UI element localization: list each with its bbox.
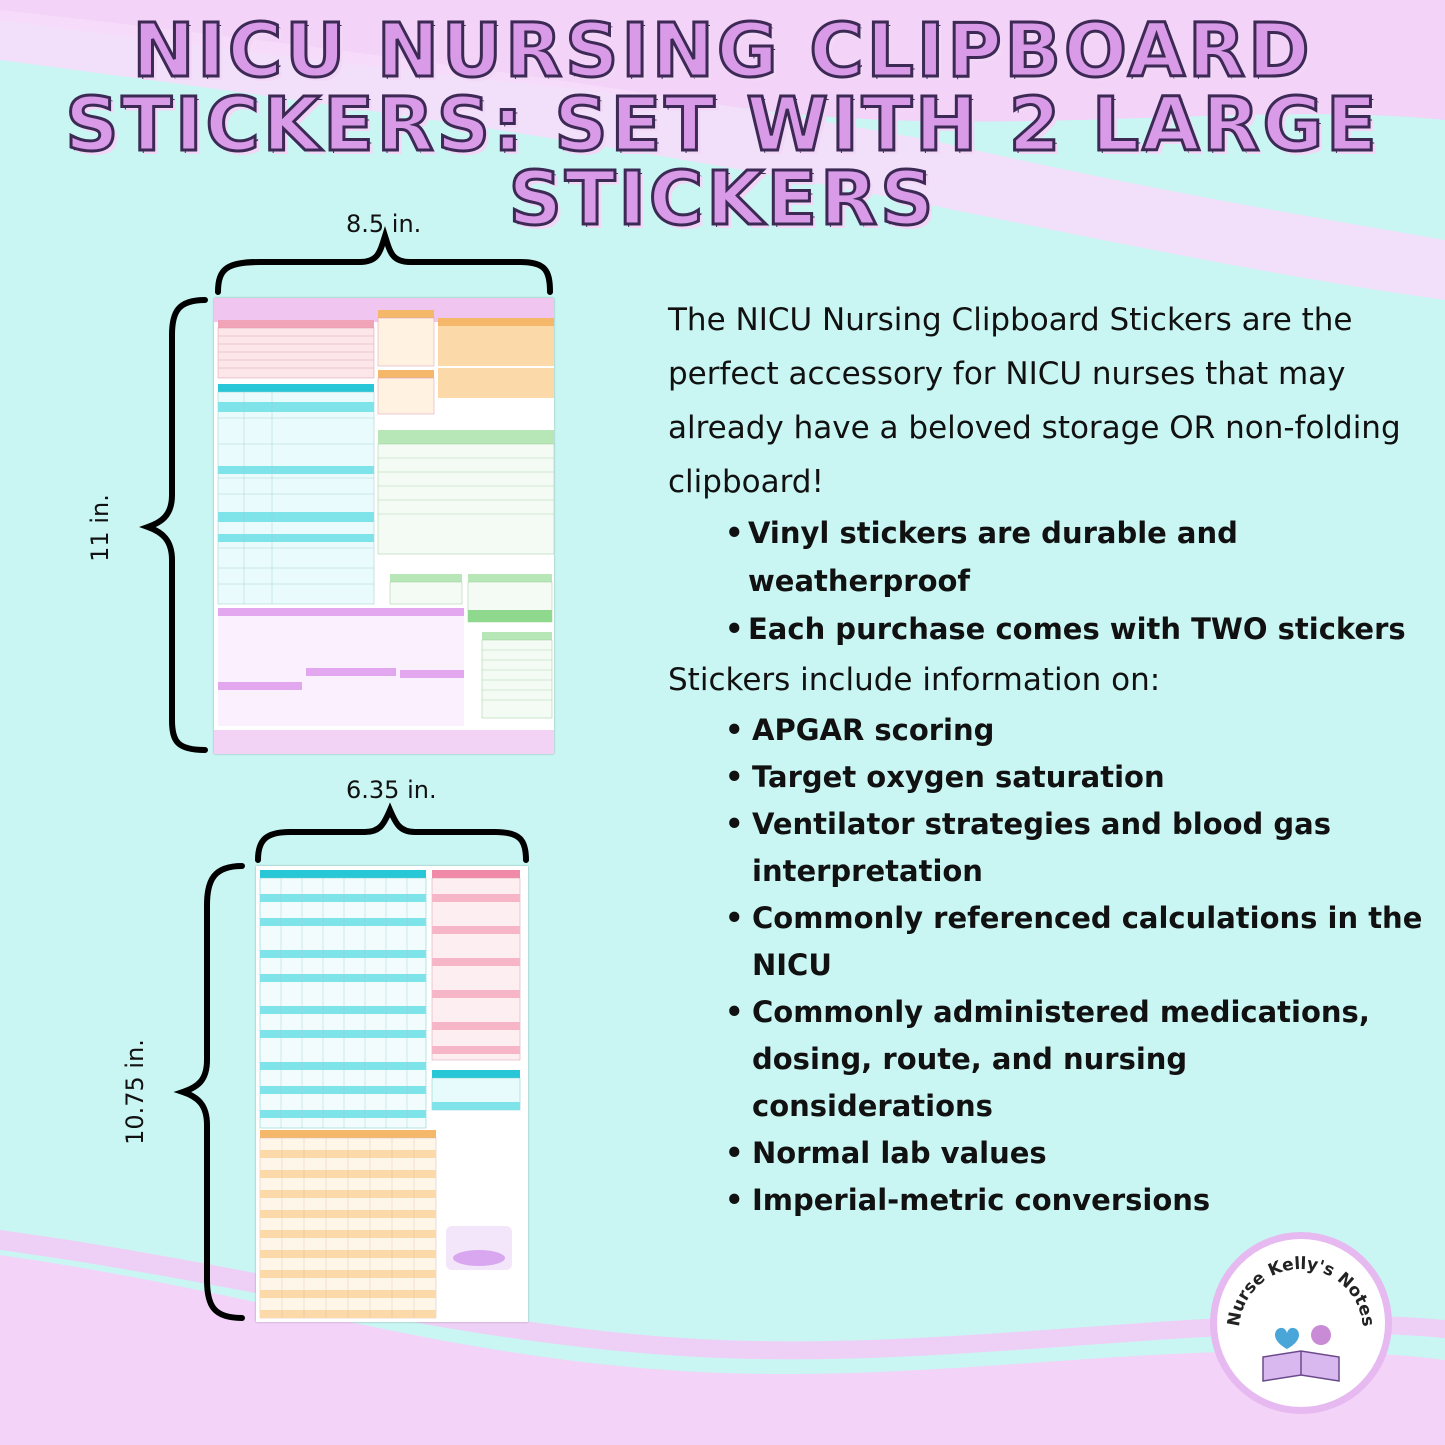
bracket-icon bbox=[148, 300, 205, 750]
feature-list bbox=[668, 509, 1428, 653]
list-item: • Commonly referenced calculations in the NICU bbox=[668, 895, 1428, 989]
sticker1-height-label: 11 in. bbox=[86, 494, 114, 562]
includes-heading: Stickers include information on: bbox=[668, 662, 1161, 698]
brand-logo bbox=[1210, 1232, 1392, 1414]
brain-icon bbox=[1311, 1325, 1331, 1345]
intro-text: The NICU Nursing Clipboard Stickers are the perfect accessory for NICU nurses that may already have a beloved storage OR non-folding clipboard! bbox=[668, 302, 1401, 500]
bracket-icon bbox=[258, 810, 526, 860]
title-line-2: STICKERS: SET WITH 2 LARGE bbox=[65, 82, 1380, 168]
includes-list bbox=[668, 707, 1428, 1224]
list-item: • Normal lab values bbox=[668, 1130, 1428, 1177]
sticker2-preview-graphic bbox=[256, 866, 528, 1322]
list-item: • APGAR scoring bbox=[668, 707, 1428, 754]
svg-text:Nurse Kelly's Notes bbox=[1224, 1254, 1378, 1328]
sticker1-preview-graphic bbox=[214, 298, 554, 754]
description-panel bbox=[668, 293, 1428, 1224]
list-item: • Ventilator strategies and blood gas interpretation bbox=[668, 801, 1428, 895]
sticker2-preview bbox=[256, 866, 528, 1322]
bracket-icon bbox=[183, 866, 242, 1318]
title-line-1: NICU NURSING CLIPBOARD bbox=[132, 8, 1313, 94]
book-icon bbox=[1263, 1351, 1339, 1381]
sticker2-height-label: 10.75 in. bbox=[121, 1039, 149, 1145]
bracket-icon bbox=[218, 236, 550, 292]
sticker2-width-label: 6.35 in. bbox=[346, 776, 437, 804]
list-item: • Target oxygen saturation bbox=[668, 754, 1428, 801]
title-line-3: STICKERS bbox=[508, 156, 937, 242]
list-item: • Commonly administered medications, dosing, route, and nursing considerations bbox=[668, 989, 1428, 1130]
logo-text: Nurse Kelly's Notes bbox=[1223, 1253, 1378, 1328]
list-item: • Each purchase comes with TWO stickers bbox=[668, 605, 1428, 653]
list-item: • Vinyl stickers are durable and weatherproof bbox=[668, 509, 1428, 605]
sticker1-width-label: 8.5 in. bbox=[346, 210, 422, 238]
list-item: • Imperial-metric conversions bbox=[668, 1177, 1428, 1224]
sticker1-preview bbox=[214, 298, 554, 754]
heart-icon bbox=[1275, 1328, 1299, 1349]
